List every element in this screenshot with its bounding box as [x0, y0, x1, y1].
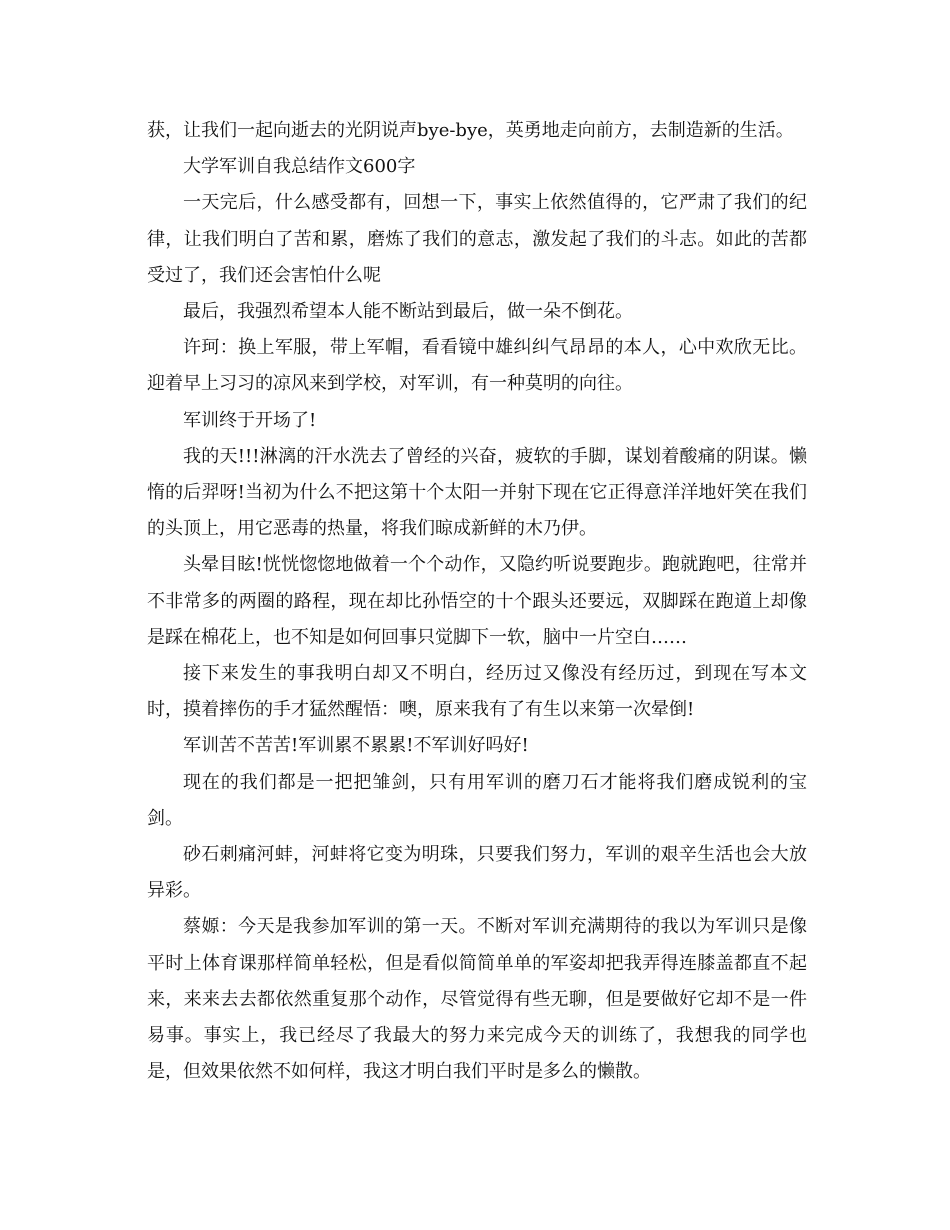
paragraph: 接下来发生的事我明白却又不明白，经历过又像没有经历过，到现在写本文时，摸着摔伤的手才猛然醒悟：噢，原来我有了有生以来第一次晕倒!	[147, 663, 807, 721]
paragraph: 许珂：换上军服，带上军帽，看看镜中雄纠纠气昂昂的本人，心中欢欣无比。迎着早上习习的凉风来到学校，对军训，有一种莫明的向往。	[147, 337, 807, 395]
paragraph: 现在的我们都是一把把雏剑，只有用军训的磨刀石才能将我们磨成锐利的宝剑。	[147, 771, 807, 829]
section-heading: 大学军训自我总结作文600字	[183, 156, 416, 178]
paragraph: 我的天!!!淋漓的汗水洗去了曾经的兴奋，疲软的手脚，谋划着酸痛的阴谋。懒惰的后羿呀!当初为什么不把这第十个太阳一并射下现在它正得意洋洋地奸笑在我们的头顶上，用它恶毒的热量，将我们晾成新鲜的木乃伊。	[147, 445, 807, 540]
paragraph: 头晕目眩!恍恍惚惚地做着一个个动作，又隐约听说要跑步。跑就跑吧，往常并不非常多的两圈的路程，现在却比孙悟空的十个跟头还要远，双脚踩在跑道上却像是踩在棉花上，也不知是如何回事只觉脚下一软，脑中一片空白……	[147, 554, 807, 648]
paragraph-continuation: 获，让我们一起向逝去的光阴说声bye-bye，英勇地走向前方，去制造新的生活。	[147, 120, 794, 141]
paragraph: 蔡嫄：今天是我参加军训的第一天。不断对军训充满期待的我以为军训只是像平时上体育课那样简单轻松，但是看似简简单单的军姿却把我弄得连膝盖都直不起来，来来去去都依然重复那个动作，尽管觉得有些无聊，但是要做好它却不是一件易事。事实上，我已经尽了我最大的努力来完成今天的训练了，我想我的同学也是，但效果依然不如何样，我这才明白我们平时是多么的懒散。	[147, 916, 807, 1083]
paragraph: 军训终于开场了!	[183, 409, 317, 431]
paragraph: 一天完后，什么感受都有，回想一下，事实上依然值得的，它严肃了我们的纪律，让我们明白了苦和累，磨炼了我们的意志，激发起了我们的斗志。如此的苦都受过了，我们还会害怕什么呢	[147, 192, 807, 286]
paragraph: 砂石刺痛河蚌，河蚌将它变为明珠，只要我们努力，军训的艰辛生活也会大放异彩。	[147, 844, 807, 902]
paragraph: 军训苦不苦苦!军训累不累累!不军训好吗好!	[183, 735, 529, 757]
document-body	[147, 113, 807, 1090]
paragraph: 最后，我强烈希望本人能不断站到最后，做一朵不倒花。	[183, 301, 633, 323]
